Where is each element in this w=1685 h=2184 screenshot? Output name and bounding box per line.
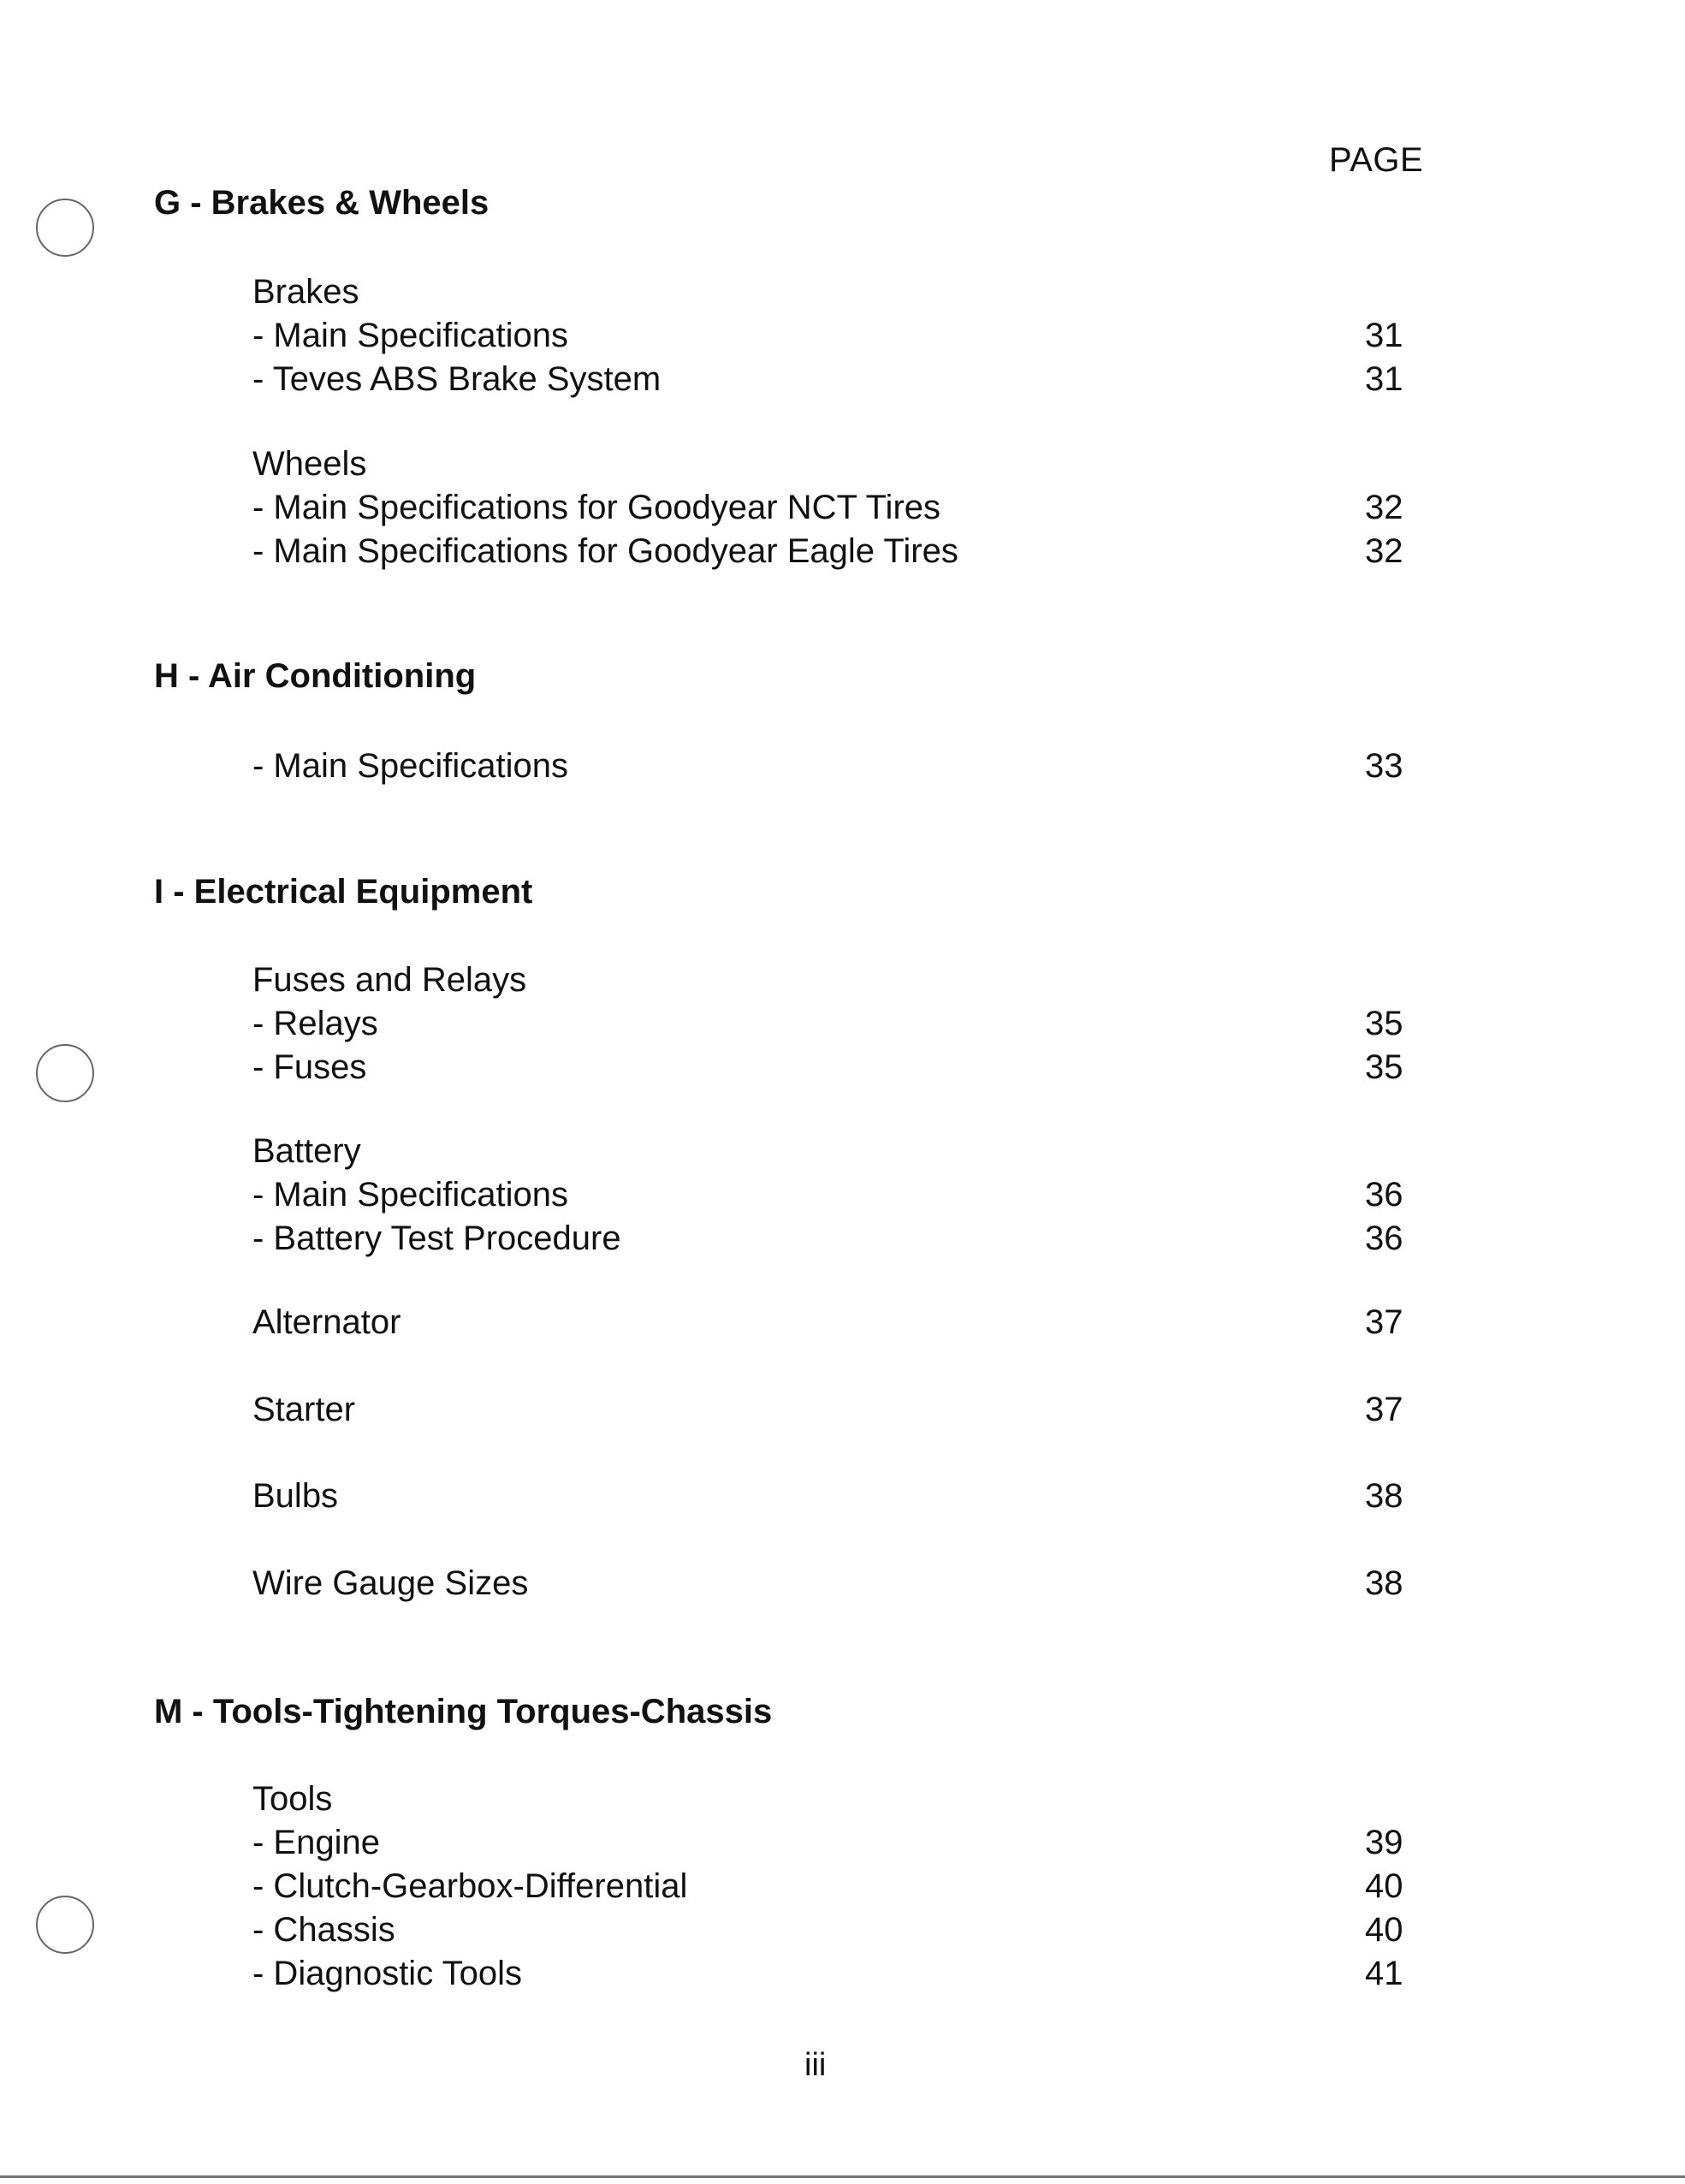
toc-group-wheels	[252, 442, 1451, 573]
toc-entry-page: 36	[1365, 1176, 1403, 1214]
toc-entry-label: - Teves ABS Brake System	[252, 360, 662, 398]
toc-entry[interactable]	[252, 1475, 1451, 1518]
punch-hole	[36, 1896, 94, 1954]
toc-entry[interactable]	[252, 745, 1451, 788]
toc-entry-page: 37	[1365, 1391, 1403, 1428]
toc-entry-page: 35	[1365, 1005, 1403, 1042]
toc-entry-label: - Fuses	[252, 1048, 367, 1086]
toc-entry-label: - Relays	[252, 1005, 378, 1042]
toc-entry[interactable]	[252, 1046, 1451, 1089]
toc-entry-label: - Main Specifications for Goodyear Eagle Tires	[252, 532, 958, 570]
toc-entry-page: 38	[1365, 1477, 1403, 1515]
toc-entry[interactable]	[252, 1952, 1451, 1996]
toc-entry-page: 33	[1365, 747, 1403, 785]
toc-entry-label: - Clutch-Gearbox-Differential	[252, 1867, 688, 1905]
toc-entry-page: 36	[1365, 1220, 1403, 1257]
page-column-header: PAGE	[1329, 141, 1424, 179]
toc-entry-label: Wire Gauge Sizes	[252, 1564, 529, 1602]
toc-entry-label: - Main Specifications	[252, 317, 569, 354]
toc-entry-page: 39	[1365, 1824, 1403, 1861]
toc-group-starter	[252, 1388, 1451, 1432]
bottom-rule	[0, 2175, 1685, 2178]
toc-entry[interactable]	[252, 1002, 1451, 1046]
toc-entry-label: Starter	[252, 1391, 356, 1428]
section-heading-m: M - Tools-Tightening Torques-Chassis	[154, 1693, 773, 1730]
toc-group-wire-gauge	[252, 1562, 1451, 1605]
toc-group-alternator	[252, 1301, 1451, 1344]
toc-entry[interactable]	[252, 1562, 1451, 1605]
toc-entry[interactable]	[252, 1821, 1451, 1865]
punch-hole	[36, 1044, 94, 1102]
toc-entry-label: - Main Specifications	[252, 747, 569, 785]
toc-group-title: Battery	[252, 1132, 361, 1170]
toc-entry-page: 32	[1365, 532, 1403, 570]
toc-entry-page: 40	[1365, 1867, 1403, 1905]
toc-group-title: Tools	[252, 1780, 333, 1818]
toc-entry-label: - Main Specifications	[252, 1176, 569, 1214]
toc-entry[interactable]	[252, 314, 1451, 358]
toc-group-title: Wheels	[252, 445, 367, 483]
toc-entry[interactable]	[252, 486, 1451, 530]
toc-entry[interactable]	[252, 1865, 1451, 1908]
toc-entry[interactable]	[252, 530, 1451, 573]
toc-entry-label: - Main Specifications for Goodyear NCT Tires	[252, 489, 941, 526]
toc-entry[interactable]	[252, 1301, 1451, 1344]
toc-group-air-conditioning	[252, 745, 1451, 788]
toc-entry[interactable]	[252, 1173, 1451, 1217]
toc-entry-page: 35	[1365, 1048, 1403, 1086]
section-heading-i: I - Electrical Equipment	[154, 873, 533, 911]
toc-entry[interactable]	[252, 1908, 1451, 1952]
toc-entry-page: 40	[1365, 1911, 1403, 1949]
toc-entry-page: 31	[1365, 317, 1403, 354]
toc-entry-page: 38	[1365, 1564, 1403, 1602]
footer-page-number: iii	[804, 2047, 827, 2083]
toc-group-battery	[252, 1130, 1451, 1261]
section-heading-g: G - Brakes & Wheels	[154, 184, 489, 222]
toc-group-bulbs	[252, 1475, 1451, 1518]
toc-entry-label: - Diagnostic Tools	[252, 1955, 522, 1992]
toc-entry[interactable]	[252, 1217, 1451, 1261]
toc-group-fuses-relays	[252, 958, 1451, 1089]
toc-group-title: Brakes	[252, 273, 359, 311]
toc-entry-label: - Engine	[252, 1824, 380, 1861]
toc-group-tools	[252, 1777, 1451, 1996]
section-heading-h: H - Air Conditioning	[154, 657, 477, 695]
toc-entry-page: 31	[1365, 360, 1403, 398]
toc-entry[interactable]	[252, 358, 1451, 401]
toc-entry-label: Alternator	[252, 1303, 401, 1341]
toc-entry-page: 41	[1365, 1955, 1403, 1992]
punch-hole	[36, 199, 94, 257]
toc-group-brakes	[252, 270, 1451, 401]
toc-entry-label: Bulbs	[252, 1477, 339, 1515]
toc-entry-page: 37	[1365, 1303, 1403, 1341]
toc-entry-page: 32	[1365, 489, 1403, 526]
toc-entry[interactable]	[252, 1388, 1451, 1432]
toc-entry-label: - Chassis	[252, 1911, 395, 1949]
toc-entry-label: - Battery Test Procedure	[252, 1220, 621, 1257]
toc-group-title: Fuses and Relays	[252, 961, 527, 999]
